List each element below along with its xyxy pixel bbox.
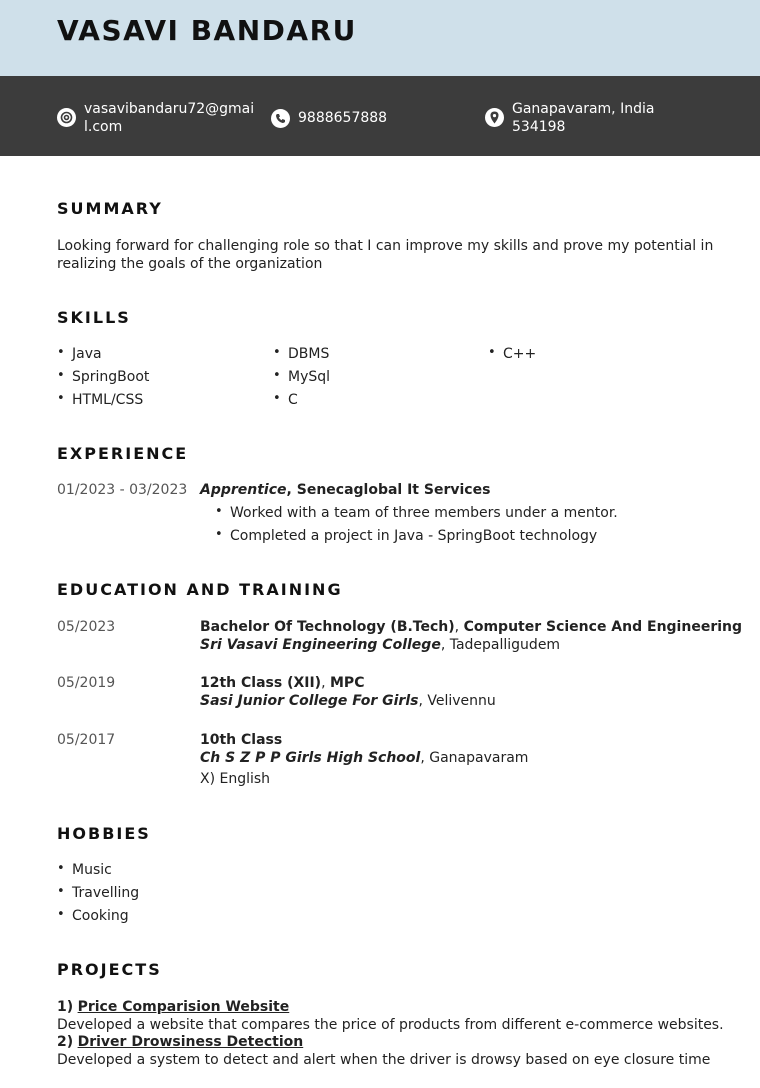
education-school: Ch S Z P P Girls High School xyxy=(200,749,421,766)
hobbies-heading: HOBBIES xyxy=(57,824,151,843)
education-heading: EDUCATION AND TRAINING xyxy=(57,580,343,599)
experience-company: Senecaglobal It Services xyxy=(296,482,491,498)
education-degree: Bachelor Of Technology (B.Tech) xyxy=(200,619,455,635)
education-field: MPC xyxy=(330,675,365,691)
education-extra: X) English xyxy=(200,771,271,787)
experience-bullet: • Completed a project in Java - SpringBoot technology xyxy=(230,528,597,544)
contact-email xyxy=(57,100,254,136)
education-degree: 12th Class (XII) xyxy=(200,675,322,691)
at-sign-icon xyxy=(57,108,76,127)
email-text-line2: l.com xyxy=(84,119,123,135)
skill-item: • SpringBoot xyxy=(72,369,149,385)
phone-text: 9888657888 xyxy=(298,110,388,126)
experience-dates: 01/2023 - 03/2023 xyxy=(57,482,188,498)
location-text-line1: Ganapavaram, India xyxy=(512,101,655,117)
skill-item: • DBMS xyxy=(288,346,329,362)
contact-location xyxy=(485,100,654,136)
project-number: 2) xyxy=(57,1034,74,1050)
phone-icon xyxy=(271,109,290,128)
education-entry: 12th Class (XII), MPC Sasi Junior College For Girls, Velivennu xyxy=(200,675,496,709)
education-entry: 10th Class Ch S Z P P Girls High School, Ganapavaram X) English xyxy=(200,732,529,787)
skills-heading: SKILLS xyxy=(57,308,131,327)
summary-text xyxy=(57,238,737,273)
location-pin-icon xyxy=(485,108,504,127)
skill-item: • MySql xyxy=(288,369,330,385)
project-description: Developed a website that compares the price of products from different e-commerce websites. xyxy=(57,1016,724,1033)
skill-item: • C++ xyxy=(503,346,536,362)
project-name: Driver Drowsiness Detection xyxy=(77,1034,304,1050)
experience-heading: EXPERIENCE xyxy=(57,444,189,463)
hobby-item: • Travelling xyxy=(72,885,139,901)
contact-bar xyxy=(0,76,760,156)
location-text-line2: 534198 xyxy=(512,119,566,135)
summary-line-1: Looking forward for challenging role so that I can improve my skills and prove my potential in xyxy=(57,238,714,254)
education-city: Ganapavaram xyxy=(429,749,529,766)
name-header xyxy=(0,0,760,76)
summary-line-2: realizing the goals of the organization xyxy=(57,255,323,272)
project-description: Developed a system to detect and alert when the driver is drowsy based on eye closure time xyxy=(57,1051,711,1068)
education-date: 05/2019 xyxy=(57,675,116,691)
hobby-item: • Cooking xyxy=(72,908,129,924)
education-school: Sasi Junior College For Girls xyxy=(200,692,419,709)
education-city: Velivennu xyxy=(427,692,496,709)
education-entry: Bachelor Of Technology (B.Tech), Computer Science And Engineering Sri Vasavi Engineering College, Tadepalligudem xyxy=(200,619,743,653)
education-degree: 10th Class xyxy=(200,732,283,748)
skill-item: • Java xyxy=(72,346,102,362)
projects-list xyxy=(57,999,747,1069)
experience-role: Apprentice xyxy=(200,482,287,498)
education-field: Computer Science And Engineering xyxy=(463,619,743,635)
project-name: Price Comparision Website xyxy=(77,999,290,1015)
education-city: Tadepalligudem xyxy=(449,636,561,653)
experience-role-line: Apprentice, Senecaglobal It Services xyxy=(200,482,491,498)
email-text-line1: vasavibandaru72@gmai xyxy=(84,101,255,117)
hobby-item: • Music xyxy=(72,862,112,878)
experience-bullet: • Worked with a team of three members under a mentor. xyxy=(230,505,618,521)
skill-item: • C xyxy=(288,392,298,408)
education-date: 05/2017 xyxy=(57,732,116,748)
education-date: 05/2023 xyxy=(57,619,116,635)
education-school: Sri Vasavi Engineering College xyxy=(200,636,441,653)
contact-phone xyxy=(271,109,387,128)
summary-heading: SUMMARY xyxy=(57,199,163,218)
project-number: 1) xyxy=(57,999,74,1015)
projects-heading: PROJECTS xyxy=(57,960,162,979)
candidate-name: VASAVI BANDARU xyxy=(57,14,357,47)
skill-item: • HTML/CSS xyxy=(72,392,143,408)
